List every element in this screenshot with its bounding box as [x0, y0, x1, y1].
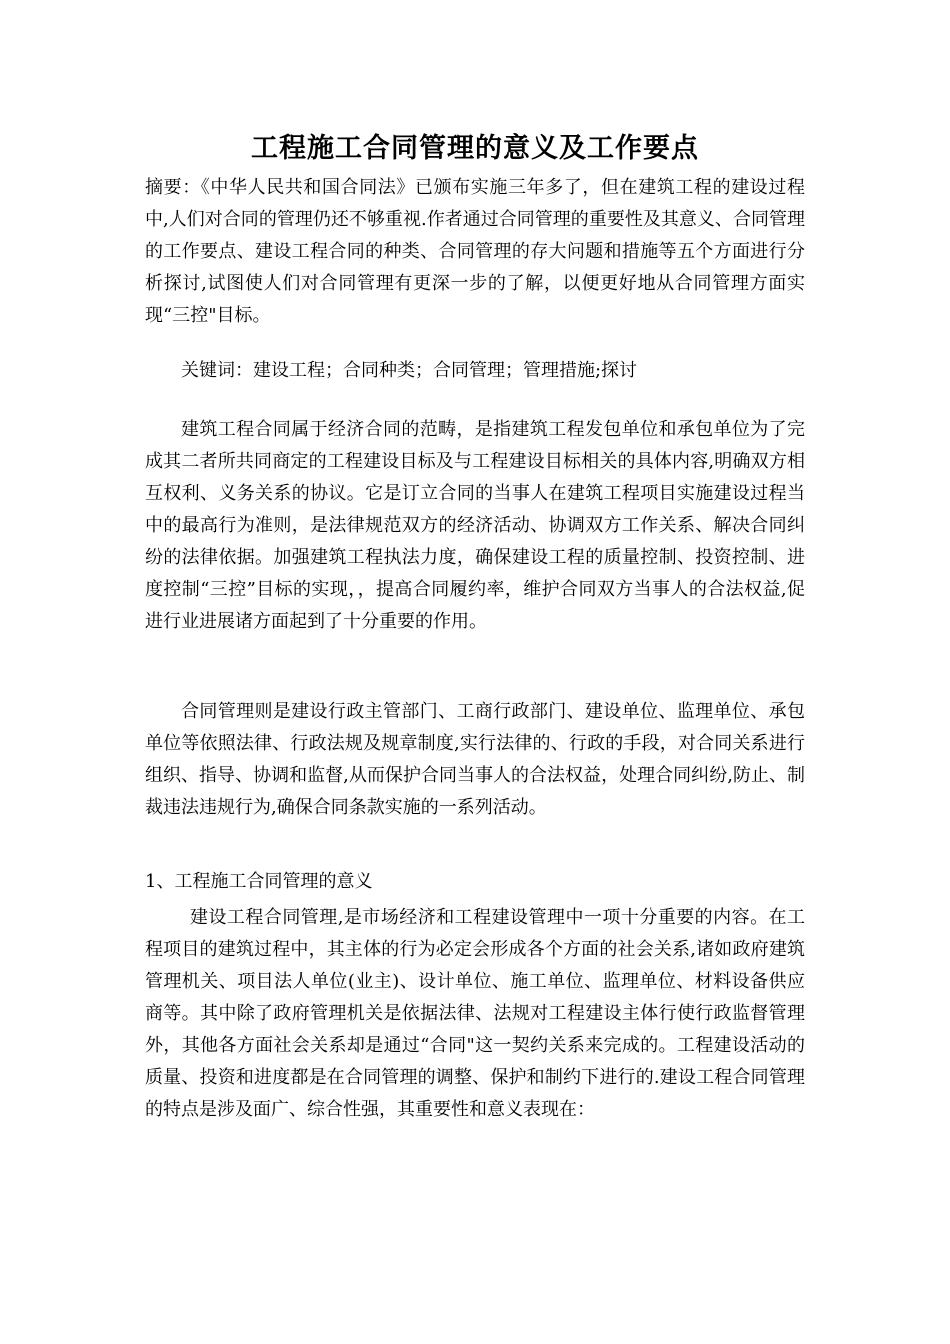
body-paragraph-2: 合同管理则是建设行政主管部门、工商行政部门、建设单位、监理单位、承包单位等依照法律、行政法规及规章制度,实行法律的、行政的手段，对合同关系进行组织、指导、协调和监督,从而保护合同当事人的合法权益，处理合同纠纷,防止、制裁违法违规行为,确保合同条款实施的一系列活动。 — [145, 701, 805, 818]
body-paragraph-1: 建筑工程合同属于经济合同的范畴，是指建筑工程发包单位和承包单位为了完成其二者所共同商定的工程建设目标及与工程建设目标相关的具体内容,明确双方相互权利、义务关系的协议。它是订立合同的当事人在建筑工程项目实施建设过程当中的最高行为准则，是法律规范双方的经济活动、协调双方工作关系、解决合同纠纷的法律依据。加强建筑工程执法力度，确保建设工程的质量控制、投资控制、进度控制“三控”目标的实现，，提高合同履约率，维护合同双方当事人的合法权益,促进行业进展诸方面起到了十分重要的作用。 — [145, 419, 805, 632]
abstract-paragraph: 摘要：《中华人民共和国合同法》已颁布实施三年多了，但在建筑工程的建设过程中,人们对合同的管理仍还不够重视.作者通过合同管理的重要性及其意义、合同管理的工作要点、建设工程合同的种类、合同管理的存大问题和措施等五个方面进行分析探讨,试图使人们对合同管理有更深一步的了解，以便更好地从合同管理方面实现“三控"目标。 — [145, 177, 805, 326]
document-title: 工程施工合同管理的意义及工作要点 — [251, 133, 699, 164]
keywords-line: 关键词：建设工程；合同种类；合同管理；管理措施;探讨 — [181, 360, 638, 381]
section-1-body: 建设工程合同管理,是市场经济和工程建设管理中一项十分重要的内容。在工程项目的建筑过程中，其主体的行为必定会形成各个方面的社会关系,诸如政府建筑管理机关、项目法人单位(业主)、设计单位、施工单位、监理单位、材料设备供应商等。其中除了政府管理机关是依据法律、法规对工程建设主体行使行政监督管理外，其他各方面社会关系却是通过“合同"这一契约关系来完成的。工程建设活动的质量、投资和进度都是在合同管理的调整、保护和制约下进行的.建设工程合同管理的特点是涉及面广、综合性强，其重要性和意义表现在： — [145, 907, 805, 1120]
section-heading-1: 1、工程施工合同管理的意义 — [145, 871, 373, 892]
